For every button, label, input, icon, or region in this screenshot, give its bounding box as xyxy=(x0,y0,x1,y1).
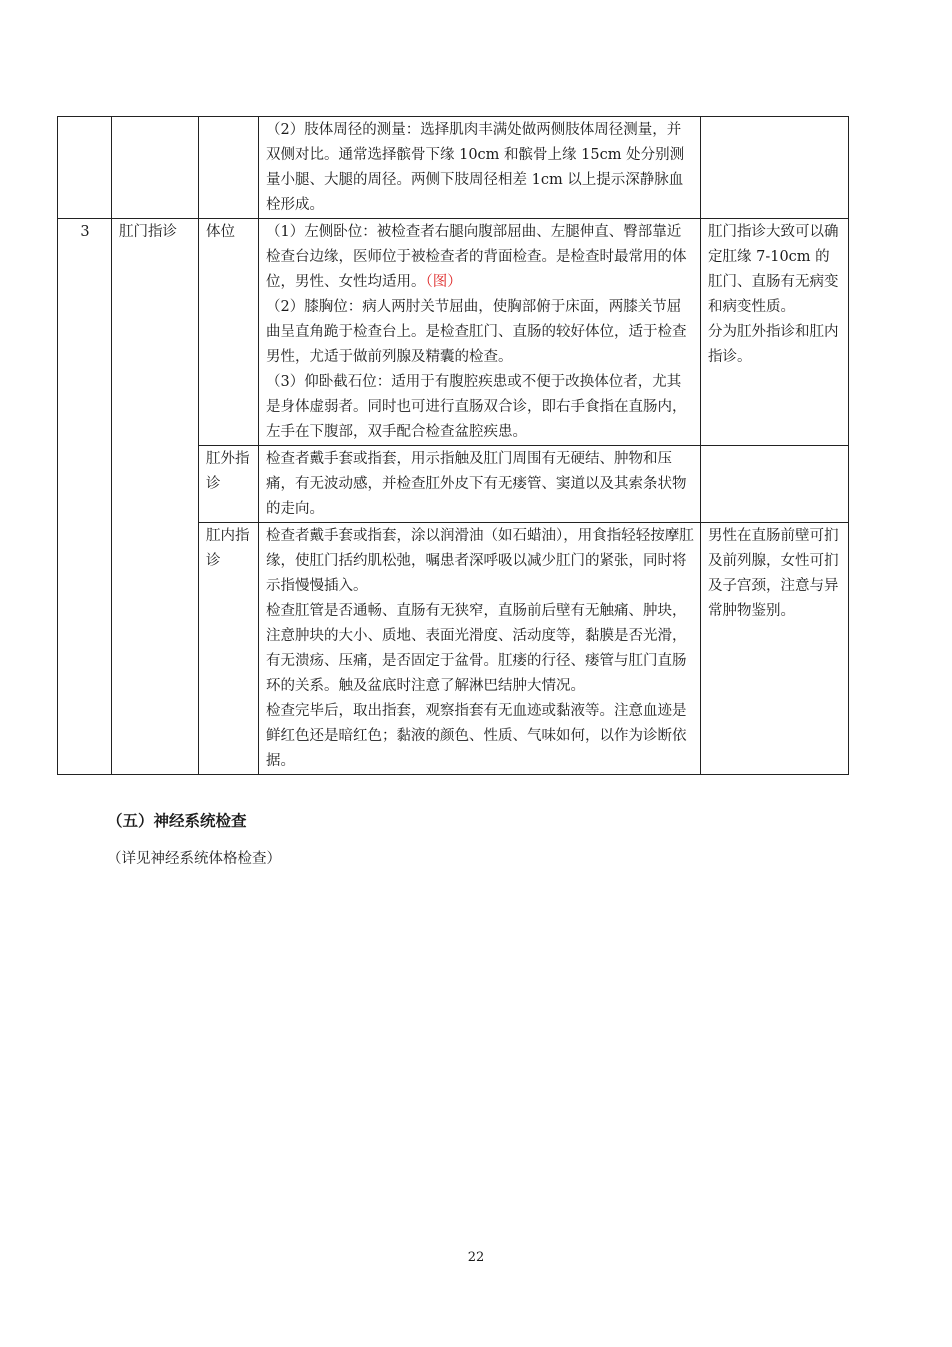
cell-sub-empty xyxy=(199,117,259,219)
internal-paragraph-3: 检查完毕后，取出指套，观察指套有无血迹或黏液等。注意血迹是鲜红色还是暗红色；黏液的颜色、性质、气味如何，以作为诊断依据。 xyxy=(266,703,687,769)
sub-item-position: 体位 xyxy=(199,219,259,446)
exam-table xyxy=(57,116,849,775)
position-note-2: 分为肛外指诊和肛内指诊。 xyxy=(708,324,839,365)
cell-position-note xyxy=(701,219,849,446)
section-note: （详见神经系统体格检查） xyxy=(107,851,281,867)
limb-circumference-text: （2）肢体周径的测量：选择肌肉丰满处做两侧肢体周径测量，并双侧对比。通常选择髌骨下缘 10cm 和髌骨上缘 15cm 处分别测量小腿、大腿的周径。两侧下肢周径相差 1cm 以上提示深静脉血栓形成。 xyxy=(266,122,685,213)
section-heading: （五）神经系统检查 xyxy=(107,812,247,830)
cell-no-empty xyxy=(58,117,112,219)
row-number: 3 xyxy=(58,219,112,775)
position-left-lateral-text: （1）左侧卧位：被检查者右腿向腹部屈曲、左腿伸直、臀部靠近检查台边缘，医师位于被检查者的背面检查。是检查时最常用的体位，男性、女性均适用。 xyxy=(266,224,687,290)
cell-internal-note: 男性在直肠前壁可扪及前列腺，女性可扪及子宫颈，注意与异常肿物鉴别。 xyxy=(701,523,849,775)
cell-external-note xyxy=(701,446,849,523)
internal-paragraph-1: 检查者戴手套或指套，涂以润滑油（如石蜡油），用食指轻轻按摩肛缘，使肛门括约肌松弛，嘱患者深呼吸以减少肛门的紧张，同时将示指慢慢插入。 xyxy=(266,528,694,594)
table-row-position xyxy=(58,219,849,446)
internal-paragraph-2: 检查肛管是否通畅、直肠有无狭窄，直肠前后壁有无触痛、肿块，注意肿块的大小、质地、表面光滑度、活动度等，黏膜是否光滑，有无溃疡、压痛，是否固定于盆骨。肛瘘的行径、瘘管与肛门直肠环的关系。触及盆底时注意了解淋巴结肿大情况。 xyxy=(266,603,687,694)
position-paragraph-1 xyxy=(266,220,694,295)
table-row-continuation xyxy=(58,117,849,219)
figure-reference: （图） xyxy=(425,274,462,290)
position-paragraph-2: （2）膝胸位：病人两肘关节屈曲，使胸部俯于床面，两膝关节屈曲呈直角跪于检查台上。是检查肛门、直肠的较好体位，适于检查男性，尤适于做前列腺及精囊的检查。 xyxy=(266,299,687,365)
position-note-1: 肛门指诊大致可以确定肛缘 7-10cm 的肛门、直肠有无病变和病变性质。 xyxy=(708,224,839,315)
position-paragraph-3: （3）仰卧截石位：适用于有腹腔疾患或不便于改换体位者，尤其是身体虚弱者。同时也可进行直肠双合诊，即右手食指在直肠内，左手在下腹部，双手配合检查盆腔疾患。 xyxy=(266,374,687,440)
sub-item-internal: 肛内指诊 xyxy=(199,523,259,775)
sub-item-external: 肛外指诊 xyxy=(199,446,259,523)
cell-position-method xyxy=(259,219,701,446)
cell-internal-method xyxy=(259,523,701,775)
cell-item-empty xyxy=(112,117,199,219)
cell-external-method: 检查者戴手套或指套，用示指触及肛门周围有无硬结、肿物和压痛，有无波动感，并检查肛外皮下有无瘘管、窦道以及其索条状物的走向。 xyxy=(259,446,701,523)
cell-method-continuation xyxy=(259,117,701,219)
page-number: 22 xyxy=(467,1250,485,1265)
cell-note-empty xyxy=(701,117,849,219)
exam-item-anal-digital: 肛门指诊 xyxy=(112,219,199,775)
